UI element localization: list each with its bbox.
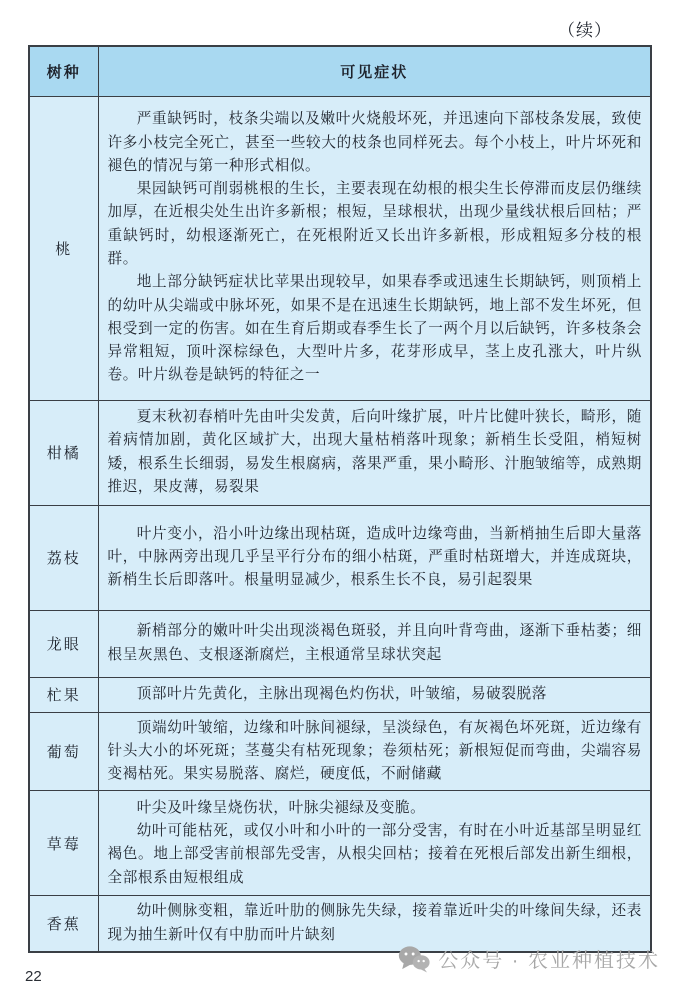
species-cell: 葡萄 [29, 712, 98, 791]
symptom-paragraph: 顶端幼叶皱缩，边缘和叶脉间褪绿，呈淡绿色，有灰褐色坏死斑，近边缘有针头大小的坏死斑；茎蔓尖有枯死现象；卷须枯死；新根短促而弯曲，尖端容易变褐枯死。果实易脱落、腐烂，硬度低，不耐储藏 [107, 719, 642, 783]
symptom-paragraph: 叶片变小，沿小叶边缘出现枯斑，造成叶边缘弯曲，当新梢抽生后即大量落叶，中脉两旁出现几乎呈平行分布的细小枯斑，严重时枯斑增大，并连成斑块，新梢生长后即落叶。根量明显减少，根系生长不良，易引起裂果 [107, 525, 642, 589]
page-number: 22 [25, 968, 42, 985]
symptom-paragraph: 幼叶可能枯死，或仅小叶和小叶的一部分受害，有时在小叶近基部呈明显红褐色。地上部受害前根部先受害，从根尖回枯；接着在死根后部发出新生细根，全部根系由短根组成 [107, 823, 642, 886]
table-row [29, 96, 651, 400]
table-row [29, 712, 651, 791]
table-row [29, 677, 651, 712]
symptoms-cell [98, 712, 651, 791]
table-row [29, 400, 651, 505]
table-header [29, 46, 651, 96]
wechat-icon [398, 945, 430, 973]
table-row [29, 505, 651, 610]
species-cell: 荔枝 [29, 505, 98, 610]
symptom-table [28, 45, 652, 953]
symptom-paragraph: 夏末秋初春梢叶先由叶尖发黄，后向叶缘扩展，叶片比健叶狭长，畸形，随着病情加剧，黄化区域扩大，出现大量枯梢落叶现象；新梢生长受阻，梢短树矮，根系生长细弱，易发生根腐病，落果严重，果小畸形、汁胞皱缩等，成熟期推迟，果皮薄，易裂果 [107, 408, 642, 495]
watermark-text: 公众号 · 农业种植技术 [438, 950, 660, 972]
symptom-paragraph: 幼叶侧脉变粗，靠近叶肋的侧脉先失绿，接着靠近叶尖的叶缘间失绿，还表现为抽生新叶仅有中肋而叶片缺刻 [107, 903, 642, 943]
species-cell: 龙眼 [29, 610, 98, 677]
symptom-paragraph: 顶部叶片先黄化，主脉出现褐色灼伤状，叶皱缩，易破裂脱落 [136, 685, 547, 702]
symptom-paragraph: 严重缺钙时，枝条尖端以及嫩叶火烧般坏死，并迅速向下部枝条发展，致使许多小枝完全死亡，甚至一些较大的枝条也同样死去。每个小枝上，叶片坏死和褪色的情况与第一种形式相似。 [107, 111, 642, 174]
symptom-paragraph: 叶尖及叶缘呈烧伤状，叶脉尖褪绿及变脆。 [136, 799, 426, 816]
header-symptoms: 可见症状 [98, 46, 651, 96]
symptom-paragraph: 新梢部分的嫩叶叶尖出现淡褐色斑驳，并且向叶背弯曲，逐渐下垂枯萎；细根呈灰黑色、支根逐渐腐烂，主根通常呈球状突起 [107, 623, 642, 663]
symptoms-cell [98, 96, 651, 400]
table-row [29, 610, 651, 677]
table-body [29, 96, 651, 952]
header-species: 树种 [29, 46, 98, 96]
symptoms-cell [98, 791, 651, 896]
continued-label: （续） [558, 21, 612, 40]
symptom-paragraph: 果园缺钙可削弱桃根的生长，主要表现在幼根的根尖生长停滞而皮层仍继续加厚，在近根尖处生出许多新根；根短，呈球根状，出现少量线状根后回枯；严重缺钙时，幼根逐渐死亡，在死根附近又长出许多新根，形成粗短多分枝的根群。 [107, 181, 642, 267]
species-cell: 香蕉 [29, 896, 98, 952]
symptom-paragraph: 地上部分缺钙症状比苹果出现较早，如果春季或迅速生长期缺钙，则顶梢上的幼叶从尖端或中脉坏死，如果不是在迅速生长期缺钙，地上部不发生坏死，但根受到一定的伤害。如在生育后期或春季生长了一两个月以后缺钙，许多枝条会异常粗短，顶叶深棕绿色，大型叶片多，花芽形成早，茎上皮孔涨大，叶片纵卷。叶片纵卷是缺钙的特征之一 [107, 274, 642, 384]
symptoms-cell [98, 400, 651, 505]
table-row [29, 791, 651, 896]
symptoms-cell [98, 505, 651, 610]
symptoms-cell [98, 610, 651, 677]
species-cell: 草莓 [29, 791, 98, 896]
species-cell: 柑橘 [29, 400, 98, 505]
species-cell: 桃 [29, 96, 98, 400]
species-cell: 杧果 [29, 677, 98, 712]
watermark [398, 944, 660, 973]
symptoms-cell [98, 677, 651, 712]
